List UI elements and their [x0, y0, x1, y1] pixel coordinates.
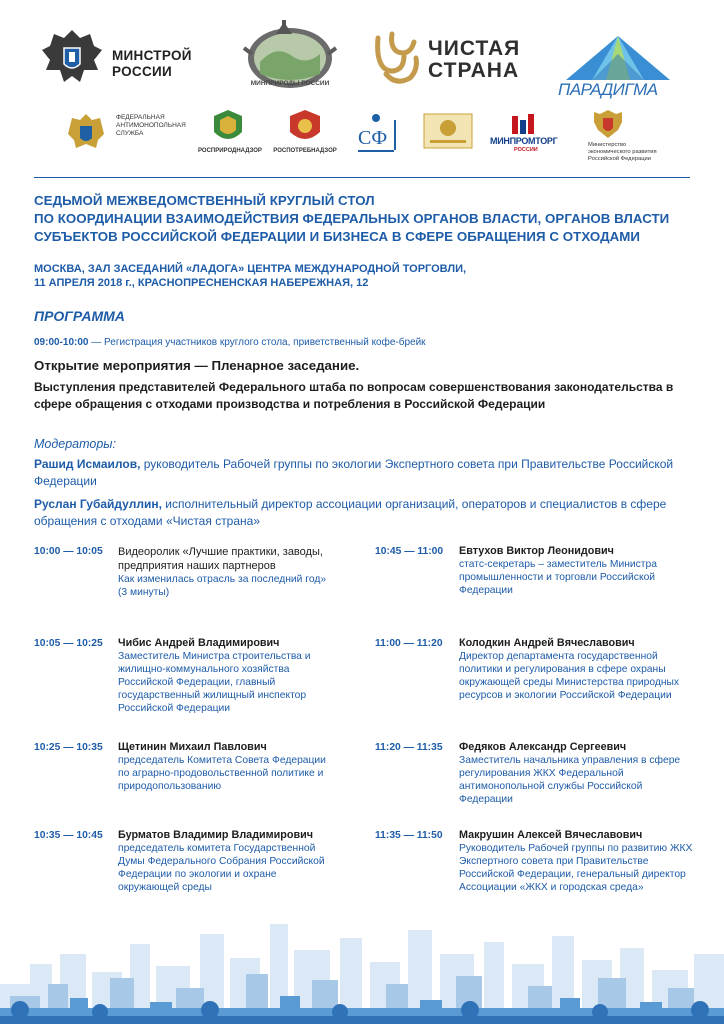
minpromtorg-label: МИНПРОМТОРГ [490, 136, 558, 146]
moderator-2-role: исполнительный директор ассоциации организаций, операторов и специалистов в сфере обращения с отходами «Чистая страна» [34, 497, 667, 528]
speaker-role: председатель комитета Государственной Думы Федерального Собрания Российской Федерации по экологии и охране окружающей среды [118, 843, 325, 893]
agenda-item [34, 741, 354, 821]
minprirody-label: МИНПРИРОДЫ РОССИИ [250, 80, 330, 87]
speaker-name: Федяков Александр Сергеевич [459, 741, 627, 753]
speaker-role: статс-секретарь – заместитель Министра промышленности и торговли Российской Федерации [459, 559, 657, 596]
event-title-line-3: СУБЪЕКТОВ РОССИЙСКОЙ ФЕДЕРАЦИИ И БИЗНЕСА В СФЕРЕ ОБРАЩЕНИЯ С ОТХОДАМИ [34, 229, 641, 244]
agenda-time: 10:05 — 10:25 [34, 638, 103, 649]
rospotrebnadzor-logo [270, 108, 340, 154]
registration-time: 09:00-10:00 [34, 337, 89, 348]
paradigma-label: ПАРАДИГМА [558, 80, 658, 99]
program-heading: ПРОГРАММА [34, 308, 125, 324]
registration-text: — Регистрация участников круглого стола, приветственный кофе-брейк [88, 337, 426, 348]
fas-label-1: ФЕДЕРАЛЬНАЯ [116, 114, 165, 121]
minstroy-label-1: МИНСТРОЙ [112, 48, 192, 63]
agenda-time: 10:00 — 10:05 [34, 546, 103, 557]
event-location-line-1: МОСКВА, ЗАЛ ЗАСЕДАНИЙ «ЛАДОГА» ЦЕНТРА МЕЖДУНАРОДНОЙ ТОРГОВЛИ, [34, 263, 467, 275]
speeches-description: Выступления представителей Федерального штаба по вопросам совершенствования законодательства в сфере обращения с отходами производства и потребления в Российской Федерации [34, 380, 674, 411]
agenda-time: 11:35 — 11:50 [375, 830, 443, 841]
moderator-2 [34, 496, 694, 530]
sovet-federacii-logo [352, 108, 408, 165]
speaker-name: Щетинин Михаил Павлович [118, 741, 267, 753]
rosprirodnadzor-logo [198, 108, 262, 154]
agenda-time: 11:20 — 11:35 [375, 742, 443, 753]
paradigma-triangle-icon [558, 34, 678, 84]
agenda-item [34, 637, 354, 727]
event-title-line-2: ПО КООРДИНАЦИИ ВЗАИМОДЕЙСТВИЯ ФЕДЕРАЛЬНЫХ ОРГАНОВ ВЛАСТИ, ОРГАНОВ ВЛАСТИ [34, 211, 670, 226]
speaker-role: председатель Комитета Совета Федерации по аграрно-продовольственной политике и природопользованию [118, 755, 326, 792]
chistaya-strana-emblem-icon [370, 30, 424, 90]
fas-emblem-icon [66, 112, 106, 152]
minstroy-label-2: РОССИИ [112, 64, 173, 79]
agenda-time: 10:35 — 10:45 [34, 830, 103, 841]
agenda-subtitle: Как изменилась отрасль за последний год» (3 минуты) [118, 574, 327, 598]
rospotrebnadzor-emblem-icon [270, 108, 340, 146]
agenda-time: 10:25 — 10:35 [34, 742, 103, 753]
mineconomrazvitiya-logo [578, 108, 698, 162]
moderator-1-name: Рашид Исмаилов, [34, 457, 141, 471]
mer-label-1: Министерство [588, 142, 627, 148]
agenda-item [34, 545, 354, 625]
speaker-role: Руководитель Рабочей группы по развитию ЖКХ Экспертного совета при Правительстве Российской Федерации, генеральный директор Ассоциации «ЖКХ и городская среда» [459, 843, 693, 893]
gosduma-emblem-icon [420, 108, 476, 156]
sovet-federacii-emblem-icon [352, 108, 408, 160]
event-title [34, 192, 690, 246]
plenary-heading: Открытие мероприятия — Пленарное заседание. [34, 358, 360, 373]
moderator-1-role: руководитель Рабочей группы по экологии Экспертного совета при Правительстве Российской Федерации [34, 457, 674, 488]
gosduma-logo [420, 108, 476, 161]
fas-label-3: СЛУЖБА [116, 130, 144, 137]
agenda-item [375, 637, 705, 727]
agenda-time: 11:00 — 11:20 [375, 638, 443, 649]
agenda-item [375, 545, 705, 615]
agenda-item [375, 741, 705, 821]
minprirody-logo [240, 14, 340, 104]
rospotrebnadzor-label: РОСПОТРЕБНАДЗОР [273, 148, 337, 154]
agenda-time: 10:45 — 11:00 [375, 546, 444, 557]
speaker-role: Заместитель начальника управления в сфере регулирования ЖКХ Федеральной антимонопольной службы Российской Федерации [459, 755, 681, 805]
speaker-name: Бурматов Владимир Владимирович [118, 829, 314, 841]
moderators-heading: Модераторы: [34, 437, 116, 451]
agenda-title: Видеоролик «Лучшие практики, заводы, предприятия наших партнеров [118, 546, 323, 572]
paradigma-logo [558, 34, 678, 104]
minpromtorg-emblem-icon [490, 114, 570, 136]
event-title-line-1: СЕДЬМОЙ МЕЖВЕДОМСТВЕННЫЙ КРУГЛЫЙ СТОЛ [34, 193, 375, 208]
event-location-line-2: 11 АПРЕЛЯ 2018 г., КРАСНОПРЕСНЕНСКАЯ НАБЕРЕЖНАЯ, 12 [34, 277, 369, 289]
event-location [34, 262, 690, 290]
moderator-1 [34, 456, 694, 490]
registration-row [34, 337, 684, 348]
chistaya-label-1: ЧИСТАЯ [428, 37, 521, 60]
speaker-name: Евтухов Виктор Леонидович [459, 545, 614, 557]
rosprirodnadzor-emblem-icon [198, 108, 258, 146]
moderator-2-name: Руслан Губайдуллин, [34, 497, 162, 511]
rosprirodnadzor-label: РОСПРИРОДНАДЗОР [198, 148, 262, 154]
header-divider [34, 177, 690, 178]
fas-label-2: АНТИМОНОПОЛЬНАЯ [116, 122, 186, 129]
partner-logos-top [0, 14, 724, 104]
mer-label-3: Российской Федерации [588, 156, 652, 162]
mineconomrazvitiya-emblem-icon [578, 108, 698, 140]
city-skyline-illustration [0, 914, 724, 1024]
agenda-item [375, 829, 705, 919]
minpromtorg-sublabel: РОССИИ [514, 147, 538, 153]
speaker-role: Заместитель Министра строительства и жилищно-коммунального хозяйства Российской Федерации, главный государственный жилищный инспектор Российской Федерации [118, 651, 311, 714]
minstroy-logo [40, 26, 220, 86]
chistaya-label-2: СТРАНА [428, 59, 520, 82]
partner-logos-second [0, 104, 724, 168]
sf-mark: СФ [358, 127, 388, 149]
agenda-item [34, 829, 354, 909]
eagle-emblem-icon [40, 26, 104, 90]
speaker-name: Макрушин Алексей Вячеславович [459, 829, 643, 841]
chistaya-strana-logo [370, 30, 540, 90]
speaker-role: Директор департамента государственной политики и регулирования в сфере охраны окружающей среды Министерства природных ресурсов и экологии Российской Федерации [459, 651, 680, 701]
speaker-name: Колодкин Андрей Вячеславович [459, 637, 635, 649]
speaker-name: Чибис Андрей Владимирович [118, 637, 280, 649]
fas-logo [66, 112, 186, 157]
mer-label-2: экономического развития [588, 149, 657, 155]
minpromtorg-logo [490, 114, 570, 153]
